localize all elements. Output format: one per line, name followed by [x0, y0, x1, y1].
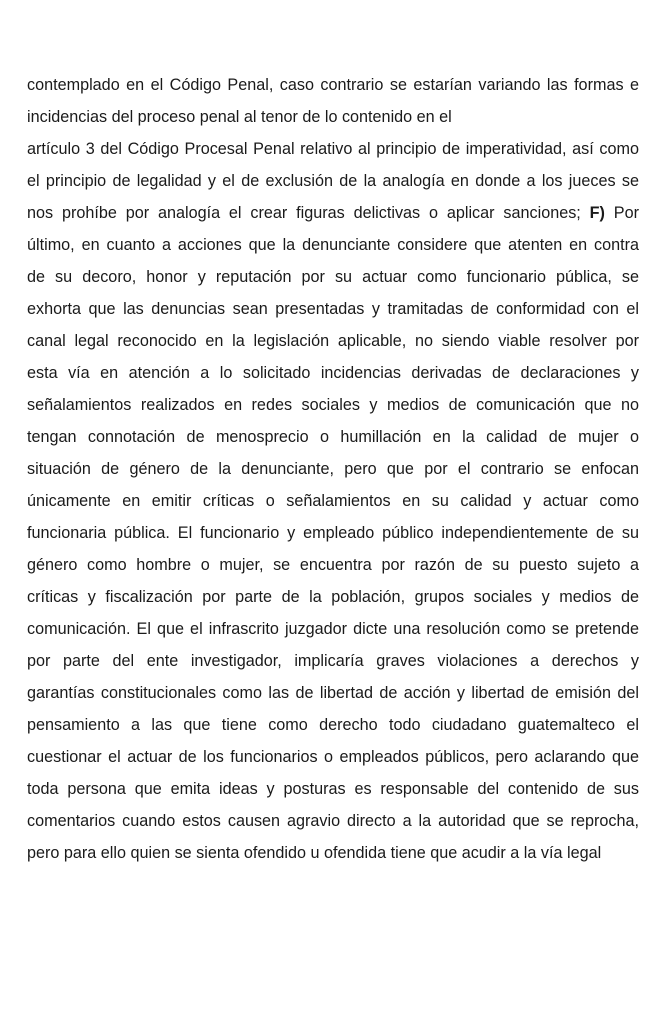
text-line: de su decoro, honor y reputación por su actuar como funcionario pública, se: [27, 268, 639, 286]
text-line: por parte del ente investigador, implicaría graves violaciones a derechos y: [27, 652, 639, 670]
text-line: esta vía en atención a lo solicitado incidencias derivadas de declaraciones y: [27, 364, 639, 382]
text-line: último, en cuanto a acciones que la denunciante considere que atenten en contra: [27, 236, 639, 254]
text-line: situación de género de la denunciante, pero que por el contrario se enfocan: [27, 460, 639, 478]
text-segment: nos prohíbe por analogía el crear figuras delictivas o aplicar sanciones;: [27, 204, 581, 222]
text-line: comentarios cuando estos causen agravio directo a la autoridad que se reprocha,: [27, 812, 639, 830]
text-line: [27, 197, 639, 229]
text-line: comunicación. El que el infrascrito juzgador dicte una resolución como se pretende: [27, 620, 639, 638]
text-line: artículo 3 del Código Procesal Penal relativo al principio de imperatividad, así como: [27, 140, 639, 158]
text-segment: Por: [613, 204, 639, 222]
text-line: únicamente en emitir críticas o señalamientos en su calidad y actuar como: [27, 492, 639, 510]
text-line: señalamientos realizados en redes sociales y medios de comunicación que no: [27, 396, 639, 414]
section-marker: F): [589, 204, 605, 222]
text-line: pero para ello quien se sienta ofendido u ofendida tiene que acudir a la vía legal: [27, 844, 602, 862]
text-line: el principio de legalidad y el de exclusión de la analogía en donde a los jueces se: [27, 172, 639, 190]
text-line: tengan connotación de menosprecio o humillación en la calidad de mujer o: [27, 428, 639, 446]
text-line: exhorta que las denuncias sean presentadas y tramitadas de conformidad con el: [27, 300, 639, 318]
text-line: funcionaria pública. El funcionario y empleado público independientemente de su: [27, 524, 639, 542]
text-line: toda persona que emita ideas y posturas es responsable del contenido de sus: [27, 780, 639, 798]
text-line: cuestionar el actuar de los funcionarios o empleados públicos, pero aclarando que: [27, 748, 639, 766]
text-line: críticas y fiscalización por parte de la población, grupos sociales y medios de: [27, 588, 639, 606]
text-line: garantías constitucionales como las de libertad de acción y libertad de emisión del: [27, 684, 639, 702]
text-line: género como hombre o mujer, se encuentra por razón de su puesto sujeto a: [27, 556, 639, 574]
document-page: [27, 69, 639, 869]
text-line: canal legal reconocido en la legislación aplicable, no siendo viable resolver por: [27, 332, 639, 350]
text-line: contemplado en el Código Penal, caso contrario se estarían variando las formas e: [27, 76, 639, 94]
text-line: pensamiento a las que tiene como derecho todo ciudadano guatemalteco el: [27, 716, 639, 734]
text-line: incidencias del proceso penal al tenor de lo contenido en el: [27, 108, 452, 126]
